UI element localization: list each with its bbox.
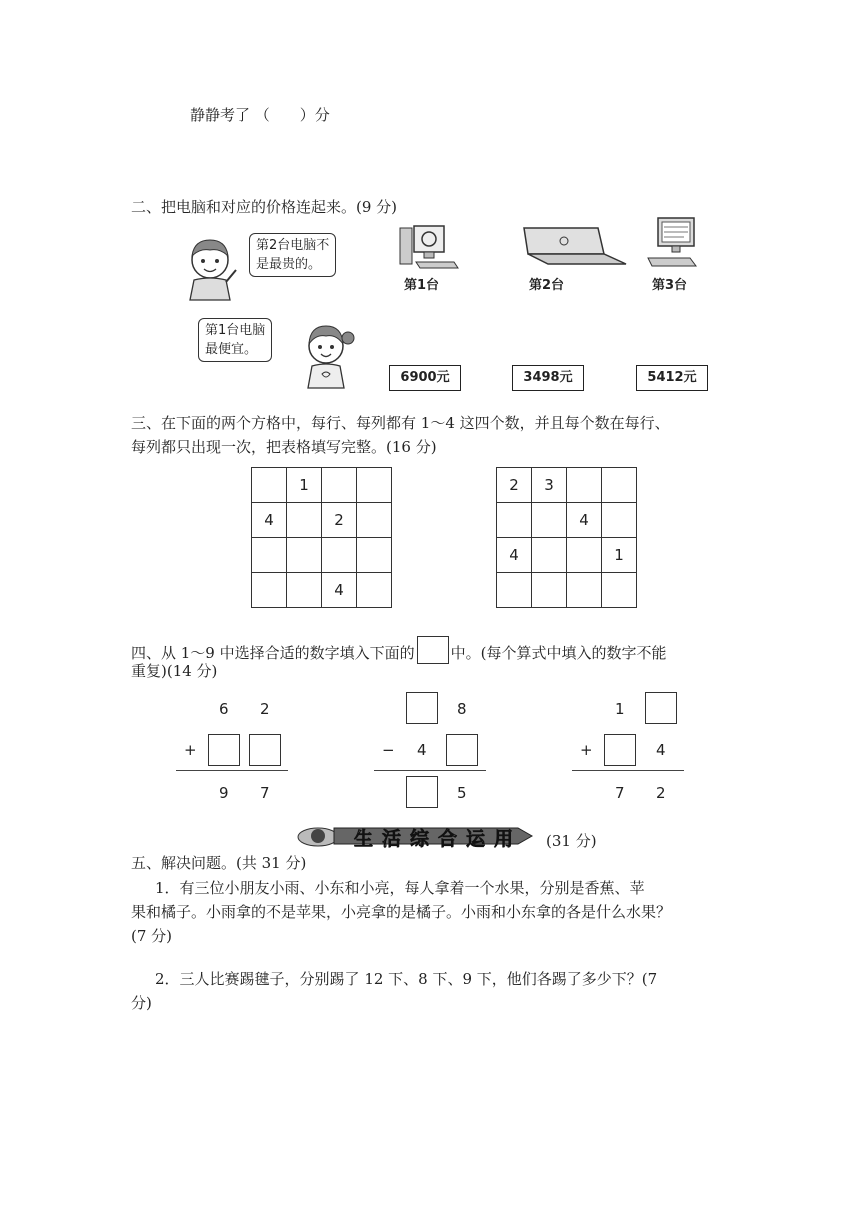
grid2-cell[interactable] — [567, 538, 602, 573]
eq3-result-ones: 2 — [656, 784, 666, 802]
eq2-divider-line — [374, 770, 486, 771]
laptop-icon — [518, 224, 630, 272]
q5-p1-line3: (7 分) — [131, 927, 173, 945]
eq2-answer-box-mid[interactable] — [446, 734, 478, 766]
q3-title-line1: 三、在下面的两个方格中，每行、每列都有 1～4 这四个数，并且每个数在每行、 — [131, 414, 670, 432]
q5-p1-line1: 1．有三位小朋友小雨、小东和小亮，每人拿着一个水果，分别是香蕉、苹 — [155, 879, 645, 897]
eq3-top-tens: 1 — [615, 700, 625, 718]
eq3-mid-ones: 4 — [656, 741, 666, 759]
eq1-top-tens: 6 — [219, 700, 229, 718]
price-box-3[interactable]: 5412元 — [636, 365, 708, 391]
q4-title-post: 中。(每个算式中填入的数字不能 — [450, 644, 667, 662]
grid1-cell[interactable]: 2 — [322, 503, 357, 538]
grid1-cell[interactable] — [287, 573, 322, 608]
eq2-mid-tens: 4 — [417, 741, 427, 759]
bubble-boy-line2: 是最贵的。 — [256, 257, 322, 272]
grid1-cell[interactable]: 1 — [287, 468, 322, 503]
bubble-girl-line2: 最便宜。 — [205, 342, 258, 357]
eq1-operator: + — [184, 741, 197, 759]
q3-title-line2: 每列都只出现一次，把表格填写完整。(16 分) — [131, 438, 437, 456]
sudoku-grid-2 — [496, 467, 637, 608]
grid2-cell[interactable]: 4 — [567, 503, 602, 538]
grid1-cell[interactable] — [357, 503, 392, 538]
pc-label-2: 第2台 — [529, 278, 565, 293]
grid2-cell[interactable] — [602, 503, 637, 538]
grid2-cell[interactable] — [532, 538, 567, 573]
grid1-cell[interactable] — [357, 538, 392, 573]
q4-title-pre: 四、从 1～9 中选择合适的数字填入下面的 — [131, 644, 415, 662]
eq1-result-ones: 7 — [260, 784, 270, 802]
grid2-cell[interactable] — [497, 503, 532, 538]
grid1-cell[interactable]: 4 — [252, 503, 287, 538]
eq1-answer-box-tens[interactable] — [208, 734, 240, 766]
grid2-cell[interactable]: 1 — [602, 538, 637, 573]
bubble-boy — [249, 233, 336, 277]
eq3-answer-box-top[interactable] — [645, 692, 677, 724]
bubble-girl — [198, 318, 272, 362]
eq3-answer-box-mid[interactable] — [604, 734, 636, 766]
grid2-cell[interactable] — [602, 468, 637, 503]
eq3-divider-line — [572, 770, 684, 771]
grid1-cell[interactable] — [287, 538, 322, 573]
grid1-cell[interactable] — [357, 468, 392, 503]
grid1-cell[interactable] — [252, 573, 287, 608]
grid1-cell[interactable] — [287, 503, 322, 538]
grid1-cell[interactable]: 4 — [322, 573, 357, 608]
grid2-cell[interactable] — [497, 573, 532, 608]
price-box-1[interactable]: 6900元 — [389, 365, 461, 391]
eq1-divider-line — [176, 770, 288, 771]
eq1-result-tens: 9 — [219, 784, 229, 802]
eq2-top-ones: 8 — [457, 700, 467, 718]
pc-label-3: 第3台 — [652, 278, 688, 293]
monitor-computer-icon — [644, 216, 704, 272]
grid1-cell[interactable] — [322, 468, 357, 503]
eq1-answer-box-ones[interactable] — [249, 734, 281, 766]
grid2-cell[interactable]: 2 — [497, 468, 532, 503]
grid1-cell[interactable] — [252, 468, 287, 503]
grid2-cell[interactable] — [532, 573, 567, 608]
grid2-cell[interactable] — [532, 503, 567, 538]
sudoku-grid-1 — [251, 467, 392, 608]
q4-title-line2: 重复)(14 分) — [131, 662, 218, 680]
grid1-cell[interactable] — [322, 538, 357, 573]
section-banner — [296, 822, 544, 850]
price-box-2[interactable]: 3498元 — [512, 365, 584, 391]
banner-score: (31 分) — [546, 832, 597, 850]
grid2-cell[interactable] — [602, 573, 637, 608]
q5-title: 五、解决问题。(共 31 分) — [131, 854, 307, 872]
grid2-cell[interactable] — [567, 573, 602, 608]
boy-illustration — [180, 234, 240, 302]
grid2-cell[interactable] — [567, 468, 602, 503]
bubble-girl-line1: 第1台电脑 — [205, 323, 266, 338]
pc-label-1: 第1台 — [404, 278, 440, 293]
eq2-result-ones: 5 — [457, 784, 467, 802]
eq3-operator: + — [580, 741, 593, 759]
q5-p2-line2: 分) — [131, 994, 152, 1012]
girl-illustration — [296, 318, 358, 390]
eq2-answer-box-result[interactable] — [406, 776, 438, 808]
eq2-operator: − — [382, 741, 395, 759]
banner-title: 生活综合运用 — [354, 828, 523, 850]
grid1-cell[interactable] — [252, 538, 287, 573]
score-line: 静静考了 （ ）分 — [190, 106, 330, 124]
grid1-cell[interactable] — [357, 573, 392, 608]
inline-box-sample — [417, 636, 449, 664]
desktop-computer-icon — [396, 222, 460, 272]
q5-p2-line1: 2．三人比赛踢毽子，分别踢了 12 下、8 下、9 下，他们各踢了多少下？(7 — [155, 970, 658, 988]
bubble-boy-line1: 第2台电脑不 — [256, 238, 330, 253]
eq3-result-tens: 7 — [615, 784, 625, 802]
q2-title: 二、把电脑和对应的价格连起来。(9 分) — [131, 198, 398, 216]
grid2-cell[interactable]: 3 — [532, 468, 567, 503]
eq1-top-ones: 2 — [260, 700, 270, 718]
eq2-answer-box-top[interactable] — [406, 692, 438, 724]
grid2-cell[interactable]: 4 — [497, 538, 532, 573]
q5-p1-line2: 果和橘子。小雨拿的不是苹果，小亮拿的是橘子。小雨和小东拿的各是什么水果？ — [131, 903, 672, 921]
